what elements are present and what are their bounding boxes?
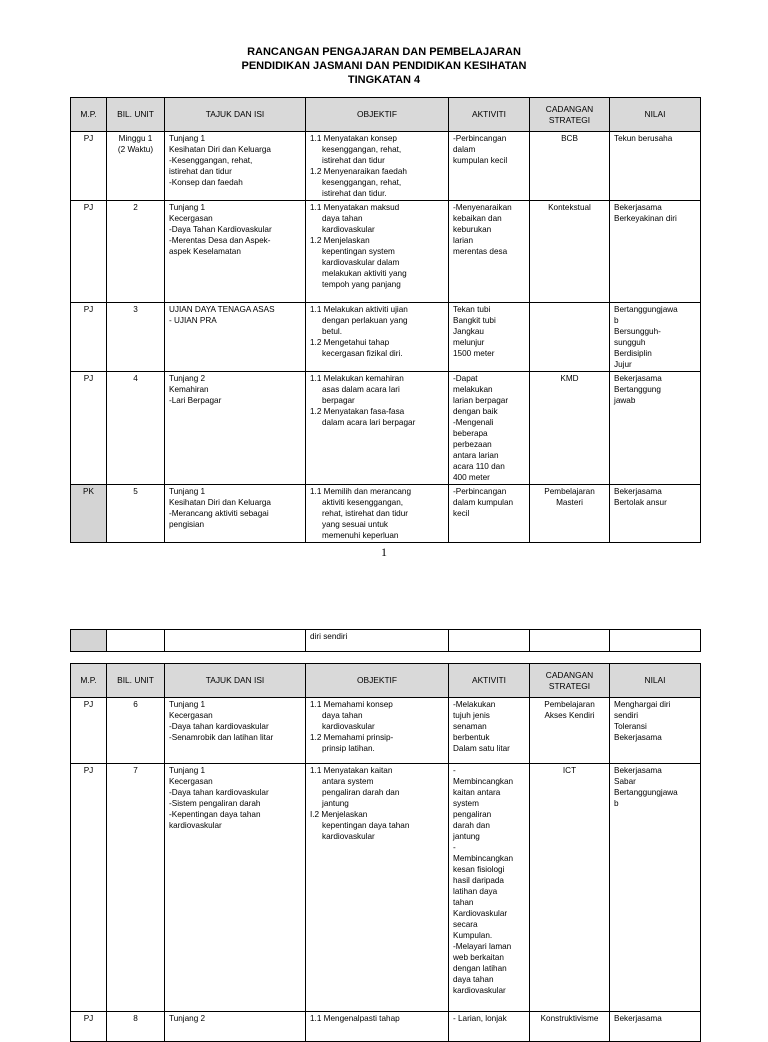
aktiviti-line: kesan fisiologi: [453, 865, 505, 874]
tajuk-line: Kemahiran: [169, 385, 209, 394]
mp-cell: [71, 201, 107, 303]
objektif-line: istirehat dan tidur.: [322, 189, 387, 198]
nilai-cell: [610, 372, 701, 485]
aktiviti-line: beberapa: [453, 429, 488, 438]
strategi-cell: [530, 201, 610, 303]
tajuk-line: -Konsep dan faedah: [169, 178, 243, 187]
unit-cell: [107, 764, 165, 1012]
unit-cell: [107, 303, 165, 372]
mp-cell: [71, 764, 107, 1012]
objektif-line: 1.1 Melakukan kemahiran: [310, 374, 404, 383]
objektif-line: melakukan aktiviti yang: [322, 269, 407, 278]
nilai-cell: [610, 764, 701, 1012]
unit-cell: [107, 132, 165, 201]
continuation-table: [70, 629, 701, 652]
unit-cell: [107, 1012, 165, 1042]
aktiviti-line: -Perbincangan: [453, 487, 507, 496]
objektif-line: rehat, istirehat dan tidur: [322, 509, 409, 518]
aktiviti-line: dalam kumpulan: [453, 498, 514, 507]
tajuk-line: Kecergasan: [169, 777, 213, 786]
tajuk-cell: [165, 132, 306, 201]
tajuk-line: Tunjang 1: [169, 203, 206, 212]
aktiviti-line: system: [453, 799, 479, 808]
objektif-line: kepentingan daya tahan: [322, 821, 410, 830]
tajuk-line: -Sistem pengaliran darah: [169, 799, 261, 808]
aktiviti-line: senaman: [453, 722, 487, 731]
aktiviti-line: melakukan: [453, 385, 493, 394]
unit-line: 7: [133, 766, 138, 775]
mp-label: PJ: [83, 374, 94, 383]
tajuk-cell: [165, 698, 306, 764]
aktiviti-line: tujuh jenis: [453, 711, 490, 720]
mp-label: PJ: [83, 305, 94, 314]
aktiviti-line: -Perbincangan: [453, 134, 507, 143]
nilai-line: jawab: [614, 396, 636, 405]
nilai-cell: [610, 201, 701, 303]
aktiviti-line: melunjur: [453, 338, 485, 347]
objektif-line: I.2 Menjelaskan: [310, 810, 368, 819]
objektif-line: kesenggangan, rehat,: [322, 145, 402, 154]
table-row: [71, 303, 701, 372]
nilai-cell: [610, 303, 701, 372]
objektif-line: kesenggangan, rehat,: [322, 178, 402, 187]
nilai-line: Toleransi: [614, 722, 647, 731]
table-row: [71, 372, 701, 485]
objektif-cell: [306, 372, 449, 485]
strategi-line: BCB: [561, 134, 578, 143]
doc-title-line-1: RANCANGAN PENGAJARAN DAN PEMBELAJARAN: [247, 46, 521, 58]
nilai-line: b: [614, 316, 619, 325]
continuation-objektif-text: diri sendiri: [310, 632, 348, 641]
aktiviti-line: Kardiovaskular: [453, 909, 508, 918]
strategi-cell: [530, 764, 610, 1012]
aktiviti-line: kebaikan dan: [453, 214, 502, 223]
table-row: [71, 201, 701, 303]
continuation-nilai-cell: [610, 630, 701, 652]
aktiviti-cell: [449, 303, 530, 372]
continuation-strategi-cell: [530, 630, 610, 652]
header-objektif: OBJEKTIF: [306, 664, 449, 698]
strategi-cell: [530, 303, 610, 372]
table-row: [71, 698, 701, 764]
tajuk-line: pengisian: [169, 520, 205, 529]
table-row: [71, 132, 701, 201]
unit-cell: [107, 698, 165, 764]
header-aktiviti: AKTIVITI: [449, 664, 530, 698]
objektif-line: kecergasan fizikal diri.: [322, 349, 403, 358]
aktiviti-line: web berkaitan: [453, 953, 504, 962]
objektif-line: berpagar: [322, 396, 355, 405]
objektif-line: daya tahan: [322, 214, 363, 223]
objektif-cell: [306, 764, 449, 1012]
objektif-line: 1.1 Memahami konsep: [310, 700, 393, 709]
aktiviti-line: -Dapat: [453, 374, 478, 383]
strategi-line: ICT: [562, 766, 577, 775]
tajuk-line: Kecergasan: [169, 214, 213, 223]
aktiviti-line: dengan baik: [453, 407, 498, 416]
objektif-line: pengaliran darah dan: [322, 788, 400, 797]
aktiviti-cell: [449, 201, 530, 303]
nilai-line: Berdisiplin: [614, 349, 652, 358]
mp-label: PJ: [83, 700, 94, 709]
strategi-line: Pembelajaran: [544, 700, 595, 709]
objektif-line: 1.1 Menyatakan konsep: [310, 134, 397, 143]
objektif-line: 1.1 Menyatakan kaitan: [310, 766, 393, 775]
objektif-line: aktiviti kesenggangan,: [322, 498, 404, 507]
strategi-line: KMD: [560, 374, 579, 383]
aktiviti-line: dengan latihan: [453, 964, 507, 973]
unit-line: Minggu 1: [118, 134, 153, 143]
aktiviti-line: tahan: [453, 898, 474, 907]
unit-cell: [107, 485, 165, 543]
page-number: 1: [381, 545, 387, 559]
header-objektif: OBJEKTIF: [306, 98, 449, 132]
tajuk-line: Tunjang 1: [169, 700, 206, 709]
objektif-line: 1.2 Menyenaraikan faedah: [310, 167, 407, 176]
continuation-row: [71, 630, 701, 652]
nilai-cell: [610, 485, 701, 543]
unit-line: 5: [133, 487, 138, 496]
tajuk-line: -Daya tahan kardiovaskular: [169, 788, 269, 797]
header-nilai: NILAI: [610, 664, 701, 698]
strategi-line: Pembelajaran: [544, 487, 595, 496]
aktiviti-line: berbentuk: [453, 733, 490, 742]
unit-line: 2: [133, 203, 138, 212]
strategi-line: Konstruktivisme: [540, 1014, 599, 1023]
aktiviti-line: antara larian: [453, 451, 499, 460]
mp-label: PJ: [83, 766, 94, 775]
objektif-cell: [306, 132, 449, 201]
strategi-line: Akses Kendiri: [544, 711, 595, 720]
objektif-line: kardiovaskular: [322, 225, 375, 234]
nilai-line: Bekerjasama: [614, 487, 662, 496]
objektif-line: 1.1 Menyatakan maksud: [310, 203, 400, 212]
nilai-cell: [610, 698, 701, 764]
tajuk-line: -Daya Tahan Kardiovaskular: [169, 225, 272, 234]
mp-cell: [71, 372, 107, 485]
aktiviti-line: larian berpagar: [453, 396, 509, 405]
nilai-line: Berkeyakinan diri: [614, 214, 677, 223]
aktiviti-line: kecil: [453, 509, 470, 518]
nilai-line: Bekerjasama: [614, 733, 662, 742]
objektif-cell: [306, 485, 449, 543]
tajuk-line: -Senamrobik dan latihan litar: [169, 733, 274, 742]
objektif-line: istirehat dan tidur: [322, 156, 385, 165]
unit-cell: [107, 201, 165, 303]
tajuk-cell: [165, 1012, 306, 1042]
strategi-cell: [530, 372, 610, 485]
unit-line: (2 Waktu): [117, 145, 154, 154]
aktiviti-line: -Melayari laman: [453, 942, 512, 951]
objektif-line: 1.2 Mengetahui tahap: [310, 338, 390, 347]
tajuk-line: Kecergasan: [169, 711, 213, 720]
mp-label: PJ: [83, 1014, 94, 1023]
objektif-line: daya tahan: [322, 711, 363, 720]
aktiviti-line: dalam: [453, 145, 476, 154]
tajuk-line: Tunjang 1: [169, 766, 206, 775]
mp-cell: [71, 132, 107, 201]
header-nilai: NILAI: [610, 98, 701, 132]
table-body-page-2: [71, 698, 701, 1042]
aktiviti-line: merentas desa: [453, 247, 508, 256]
aktiviti-cell: [449, 764, 530, 1012]
objektif-line: antara system: [322, 777, 374, 786]
strategi-cell: [530, 485, 610, 543]
tajuk-line: Kesihatan Diri dan Keluarga: [169, 498, 271, 507]
objektif-cell: [306, 303, 449, 372]
table-row: [71, 485, 701, 543]
tajuk-line: Tunjang 1: [169, 134, 206, 143]
aktiviti-line: Bangkit tubi: [453, 316, 496, 325]
objektif-line: tempoh yang panjang: [322, 280, 401, 289]
objektif-line: kardiovaskular dalam: [322, 258, 400, 267]
aktiviti-line: kumpulan kecil: [453, 156, 508, 165]
aktiviti-line: -Melakukan: [453, 700, 496, 709]
nilai-line: Bertanggungjawa: [614, 788, 678, 797]
tajuk-line: Tunjang 2: [169, 374, 206, 383]
aktiviti-line: -Mengenali: [453, 418, 494, 427]
aktiviti-line: secara: [453, 920, 478, 929]
continuation-aktiviti-cell: [449, 630, 530, 652]
strategi-line: Masteri: [556, 498, 583, 507]
objektif-line: 1.2 Memahami prinsip-: [310, 733, 394, 742]
nilai-line: Bekerjasama: [614, 1014, 662, 1023]
tajuk-line: -Kesenggangan, rehat,: [169, 156, 253, 165]
tajuk-cell: [165, 485, 306, 543]
tajuk-line: -Merancang aktiviti sebagai: [169, 509, 269, 518]
objektif-line: dalam acara lari berpagar: [322, 418, 416, 427]
nilai-line: Bekerjasama: [614, 374, 662, 383]
table-row: [71, 1012, 701, 1042]
header-strategi: [530, 664, 610, 698]
objektif-line: kepentingan system: [322, 247, 395, 256]
aktiviti-line: -Menyenaraikan: [453, 203, 512, 212]
tajuk-line: -Lari Berpagar: [169, 396, 222, 405]
nilai-line: Bersungguh-: [614, 327, 661, 336]
nilai-line: Bertolak ansur: [614, 498, 667, 507]
mp-cell: [71, 485, 107, 543]
aktiviti-line: kardiovaskular: [453, 986, 506, 995]
strategi-cell: [530, 132, 610, 201]
tajuk-line: UJIAN DAYA TENAGA ASAS: [169, 305, 275, 314]
aktiviti-line: Jangkau: [453, 327, 484, 336]
nilai-line: Bekerjasama: [614, 766, 662, 775]
tajuk-line: aspek Keselamatan: [169, 247, 241, 256]
continuation-mp-cell: [71, 630, 107, 652]
objektif-line: 1.2 Menyatakan fasa-fasa: [310, 407, 405, 416]
tajuk-cell: [165, 372, 306, 485]
header-row: [71, 664, 701, 698]
objektif-line: asas dalam acara lari: [322, 385, 400, 394]
objektif-line: memenuhi keperluan: [322, 531, 399, 540]
mp-label: PK: [83, 487, 94, 496]
header-tajuk: TAJUK DAN ISI: [165, 98, 306, 132]
aktiviti-line: -: [453, 843, 456, 852]
aktiviti-line: 1500 meter: [453, 349, 495, 358]
nilai-cell: [610, 1012, 701, 1042]
objektif-line: 1.1 Melakukan aktiviti ujian: [310, 305, 408, 314]
strategi-cell: [530, 698, 610, 764]
nilai-line: sungguh: [614, 338, 646, 347]
tajuk-line: istirehat dan tidur: [169, 167, 232, 176]
objektif-line: betul.: [322, 327, 343, 336]
tajuk-line: kardiovaskular: [169, 821, 222, 830]
objektif-cell: [306, 698, 449, 764]
aktiviti-cell: [449, 372, 530, 485]
aktiviti-line: keburukan: [453, 225, 492, 234]
continuation-unit-cell: [107, 630, 165, 652]
header-aktiviti: AKTIVITI: [449, 98, 530, 132]
header-row: [71, 98, 701, 132]
aktiviti-cell: [449, 698, 530, 764]
header-strategi-line-2: STRATEGI: [548, 114, 591, 125]
nilai-line: Bertanggungjawa: [614, 305, 678, 314]
tajuk-line: Kesihatan Diri dan Keluarga: [169, 145, 271, 154]
tajuk-cell: [165, 201, 306, 303]
nilai-cell: [610, 132, 701, 201]
header-strategi: [530, 98, 610, 132]
aktiviti-line: latihan daya: [453, 887, 498, 896]
aktiviti-line: - Larian, lonjak: [453, 1014, 507, 1023]
aktiviti-cell: [449, 1012, 530, 1042]
unit-line: 6: [133, 700, 138, 709]
table-body-page-1: [71, 132, 701, 543]
header-strategi-line-1: CADANGAN: [545, 669, 594, 680]
objektif-line: 1.2 Menjelaskan: [310, 236, 370, 245]
objektif-cell: [306, 201, 449, 303]
header-tajuk: TAJUK DAN ISI: [165, 664, 306, 698]
objektif-line: yang sesuai untuk: [322, 520, 388, 529]
aktiviti-line: Kumpulan.: [453, 931, 493, 940]
lesson-plan-table-page-1: [70, 97, 701, 543]
aktiviti-line: 400 meter: [453, 473, 490, 482]
doc-title-line-2: PENDIDIKAN JASMANI DAN PENDIDIKAN KESIHATAN: [241, 60, 527, 72]
nilai-line: Bertanggung: [614, 385, 661, 394]
aktiviti-line: Tekan tubi: [453, 305, 491, 314]
aktiviti-line: jantung: [453, 832, 480, 841]
aktiviti-line: larian: [453, 236, 474, 245]
tajuk-line: -Daya tahan kardiovaskular: [169, 722, 269, 731]
tajuk-cell: [165, 764, 306, 1012]
continuation-tajuk-cell: [165, 630, 306, 652]
unit-line: 3: [133, 305, 138, 314]
objektif-line: kardiovaskular: [322, 722, 375, 731]
aktiviti-line: Dalam satu litar: [453, 744, 510, 753]
unit-cell: [107, 372, 165, 485]
objektif-line: 1.1 Memilih dan merancang: [310, 487, 412, 496]
aktiviti-line: -: [453, 766, 456, 775]
aktiviti-line: Membincangkan: [453, 854, 514, 863]
nilai-line: b: [614, 799, 619, 808]
nilai-line: sendiri: [614, 711, 639, 720]
mp-cell: [71, 698, 107, 764]
objektif-cell: [306, 1012, 449, 1042]
header-unit: BIL. UNIT: [107, 98, 165, 132]
header-unit: BIL. UNIT: [107, 664, 165, 698]
aktiviti-line: acara 110 dan: [453, 462, 505, 471]
unit-line: 8: [133, 1014, 138, 1023]
objektif-line: prinsip latihan.: [322, 744, 375, 753]
mp-label: PJ: [83, 134, 94, 143]
strategi-line: Kontekstual: [548, 203, 591, 212]
mp-cell: [71, 303, 107, 372]
header-strategi-line-1: CADANGAN: [545, 103, 594, 114]
doc-title-line-3: TINGKATAN 4: [347, 74, 421, 86]
objektif-line: kardiovaskular: [322, 832, 375, 841]
continuation-objektif-cell: [306, 630, 449, 652]
mp-cell: [71, 1012, 107, 1042]
aktiviti-cell: [449, 132, 530, 201]
tajuk-line: Tunjang 1: [169, 487, 206, 496]
tajuk-line: -Kepentingan daya tahan: [169, 810, 261, 819]
header-mp: M.P.: [71, 664, 107, 698]
aktiviti-line: Membincangkan: [453, 777, 514, 786]
aktiviti-line: kaitan antara: [453, 788, 501, 797]
header-mp: M.P.: [71, 98, 107, 132]
nilai-line: Menghargai diri: [614, 700, 671, 709]
aktiviti-line: daya tahan: [453, 975, 494, 984]
objektif-line: 1.1 Mengenalpasti tahap: [310, 1014, 400, 1023]
unit-line: 4: [133, 374, 138, 383]
nilai-line: Jujur: [614, 360, 632, 369]
aktiviti-line: perbezaan: [453, 440, 492, 449]
tajuk-line: - UJIAN PRA: [169, 316, 217, 325]
tajuk-line: Tunjang 2: [169, 1014, 206, 1023]
tajuk-cell: [165, 303, 306, 372]
nilai-line: Bekerjasama: [614, 203, 662, 212]
aktiviti-line: pengaliran: [453, 810, 492, 819]
strategi-cell: [530, 1012, 610, 1042]
objektif-line: dengan perlakuan yang: [322, 316, 408, 325]
nilai-line: Tekun berusaha: [614, 134, 673, 143]
tajuk-line: -Merentas Desa dan Aspek-: [169, 236, 271, 245]
objektif-line: jantung: [322, 799, 349, 808]
table-row: [71, 764, 701, 1012]
mp-label: PJ: [83, 203, 94, 212]
aktiviti-cell: [449, 485, 530, 543]
aktiviti-line: darah dan: [453, 821, 490, 830]
lesson-plan-table-page-2: [70, 663, 701, 1042]
header-strategi-line-2: STRATEGI: [548, 680, 591, 691]
aktiviti-line: hasil daripada: [453, 876, 504, 885]
nilai-line: Sabar: [614, 777, 636, 786]
